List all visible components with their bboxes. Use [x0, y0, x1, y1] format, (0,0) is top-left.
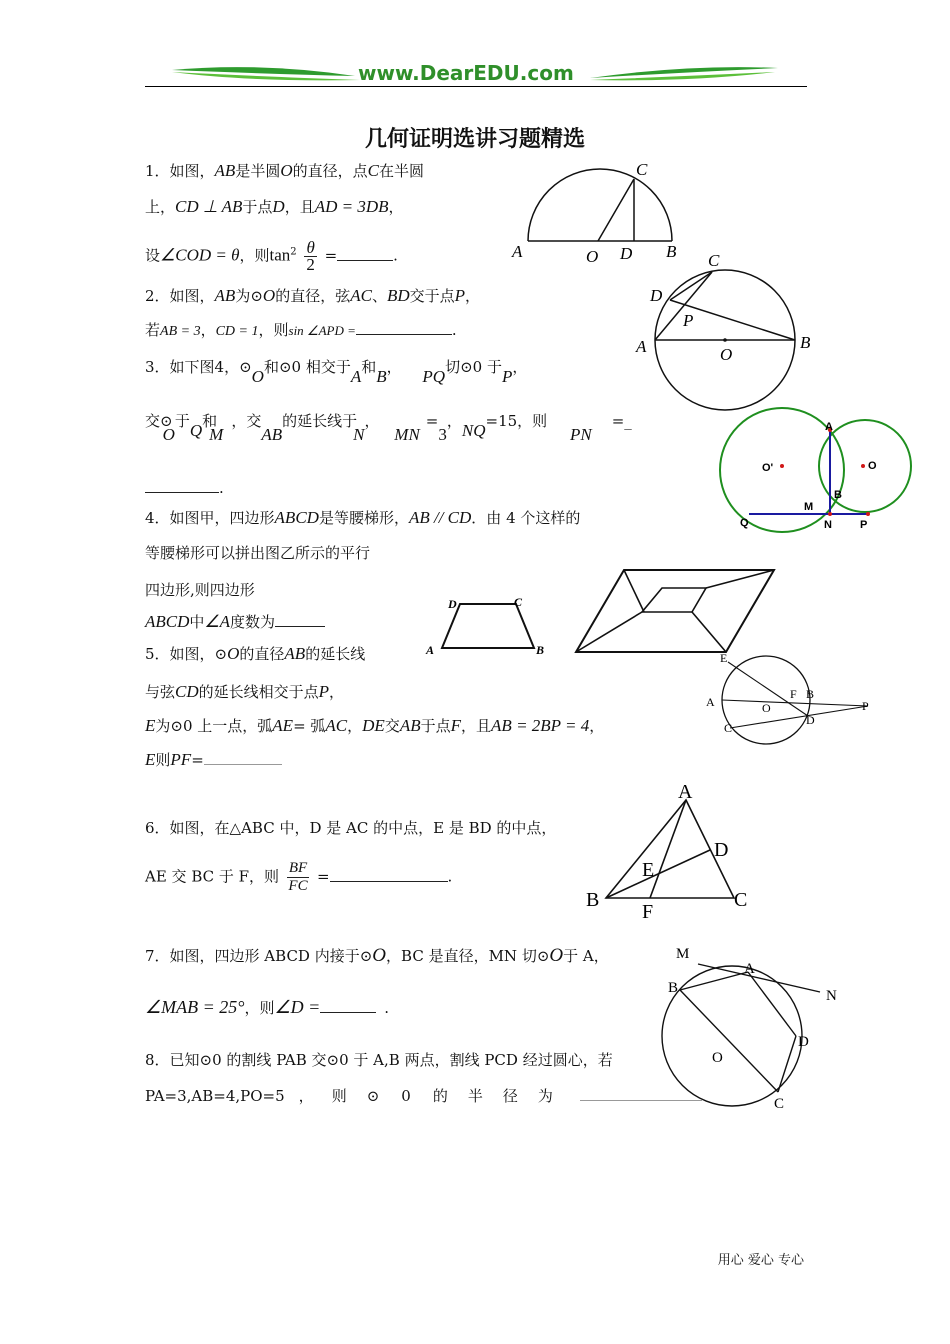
problem-4-line-4: ABCD中∠A度数为 — [145, 612, 325, 632]
problem-8-line-2: PA=3,AB=4,PO=5 ， 则 ⊙ 0 的 半 径 为 — [145, 1086, 702, 1106]
fig1-label-c: C — [636, 160, 648, 179]
problem-5-line-1: 5．如图，⊙O的直径AB的延长线 — [145, 644, 366, 663]
fig4-label-d: D — [448, 597, 457, 611]
fig5-label-b: B — [806, 687, 815, 701]
header-logo — [170, 60, 780, 86]
problem-6-line-1: 6．如图，在△ABC 中，D 是 AC 的中点，E 是 BD 的中点， — [145, 819, 557, 837]
figure-5-circle-secant — [700, 648, 880, 748]
fig6-label-b: B — [586, 889, 600, 911]
fig2-label-a: A — [636, 337, 647, 356]
problem-5-line-2: 与弦CD的延长线相交于点P， — [145, 682, 345, 701]
fig5-label-e: E — [720, 651, 728, 665]
problem-5-line-4: E则PF= — [145, 750, 282, 770]
answer-blank — [145, 478, 219, 493]
fig6-label-d: D — [714, 839, 729, 861]
fig2-label-o: O — [720, 345, 733, 364]
fig7-label-c: C — [774, 1096, 785, 1112]
answer-blank — [337, 246, 393, 261]
fig7-label-a: A — [744, 961, 755, 977]
fig2-label-d: D — [650, 286, 663, 305]
answer-blank — [330, 867, 448, 882]
problem-4-line-3: 四边形,则四边形 — [145, 581, 255, 599]
figure-4b-parallelogram — [570, 562, 780, 662]
problem-3-line-2: 交⊙O于Q和M，交AB的延长线于N， MN=3，NQ=15，则 PN=_ — [145, 412, 632, 444]
fig7-label-m: M — [676, 946, 690, 962]
fig5-label-o: O — [762, 701, 771, 715]
fig7-label-d: D — [798, 1034, 809, 1050]
figure-4a-trapezoid — [424, 592, 554, 658]
fig3-label-p: P — [860, 519, 868, 531]
fig2-label-b: B — [800, 333, 811, 352]
fig6-label-f: F — [642, 901, 654, 923]
fig1-label-a: A — [512, 242, 523, 261]
fig4-label-b: B — [536, 643, 545, 657]
fig5-label-d: D — [806, 713, 815, 727]
problem-5-line-3: E为⊙0 上一点，弧AE= 弧AC，DE交AB于点F，且AB = 2BP = 4， — [145, 716, 605, 735]
answer-blank — [275, 612, 325, 627]
fig1-label-b: B — [666, 242, 677, 261]
problem-3-line-3: . — [145, 478, 224, 498]
fig6-label-a: A — [678, 781, 693, 803]
fig3-label-o1: O' — [762, 462, 774, 474]
fig2-label-c: C — [708, 251, 720, 270]
problem-1-line-3: 设∠COD = θ，则$\tan^2$ $\frac{\theta}{2}$ = . — [145, 238, 398, 274]
figure-3-two-circles — [718, 400, 918, 535]
fig7-label-n: N — [826, 988, 837, 1004]
fig1-label-o: O — [586, 247, 599, 265]
fig5-label-c: C — [724, 721, 733, 735]
problem-1-line-1: 1．如图，AB是半圆O的直径，点C在半圆 — [145, 161, 424, 180]
problem-7-line-2: ∠MAB = 25°，则∠D = . — [145, 997, 390, 1017]
answer-blank — [580, 1086, 702, 1101]
fig5-label-f: F — [790, 687, 797, 701]
fig3-label-b: B — [834, 489, 842, 501]
fig3-label-a: A — [825, 421, 833, 433]
fig5-label-a: A — [706, 695, 715, 709]
fig6-label-c: C — [734, 889, 748, 911]
fig6-label-e: E — [642, 859, 655, 881]
fig3-label-q: Q — [740, 517, 749, 529]
fig4-label-a: A — [426, 643, 435, 657]
fig7-label-b: B — [668, 980, 679, 996]
fig4-label-c: C — [514, 595, 523, 609]
problem-4-line-2: 等腰梯形可以拼出图乙所示的平行 — [145, 544, 371, 562]
figure-2-circle — [630, 246, 820, 416]
problem-6-line-2: AE 交 BC 于 F，则 $\frac{BF}{FC}$ = . — [145, 860, 453, 894]
fig7-label-o: O — [712, 1050, 723, 1066]
problem-3-line-1: 3．如下图4，⊙O和⊙0 相交于A和B， PQ切⊙0 于P， — [145, 358, 528, 386]
problem-2-line-1: 2．如图，AB为⊙O的直径，弦AC、BD交于点P， — [145, 286, 481, 305]
fig3-label-m: M — [804, 501, 814, 513]
problem-2-line-2: 若AB = 3，CD = 1，则sin ∠APD = . — [145, 321, 457, 339]
fig3-label-n: N — [824, 519, 832, 531]
page-footer: 用心 爱心 专心 — [717, 1253, 804, 1268]
logo-text: www.DearEDU.com — [358, 61, 574, 85]
problem-1-line-2: 上，CD ⊥ AB于点D，且AD = 3DB， — [145, 197, 404, 216]
fig5-label-p: P — [862, 699, 869, 713]
page-title: 几何证明选讲习题精选 — [364, 127, 585, 152]
problem-8-line-1: 8．已知⊙0 的割线 PAB 交⊙0 于 A,B 两点，割线 PCD 经过圆心，若 — [145, 1051, 613, 1069]
header-rule — [145, 86, 807, 87]
answer-blank — [204, 750, 282, 765]
fig1-label-d: D — [620, 244, 633, 263]
answer-blank — [356, 320, 452, 335]
fig2-label-p: P — [683, 311, 694, 330]
fig3-label-o: O — [868, 460, 877, 472]
answer-blank — [320, 998, 376, 1013]
problem-4-line-1: 4．如图甲，四边形ABCD是等腰梯形，AB // CD．由 4 个这样的 — [145, 508, 581, 527]
problem-7-line-1: 7．如图，四边形 ABCD 内接于⊙O，BC 是直径，MN 切⊙O于 A， — [145, 945, 609, 966]
figure-6-triangle — [580, 778, 760, 923]
